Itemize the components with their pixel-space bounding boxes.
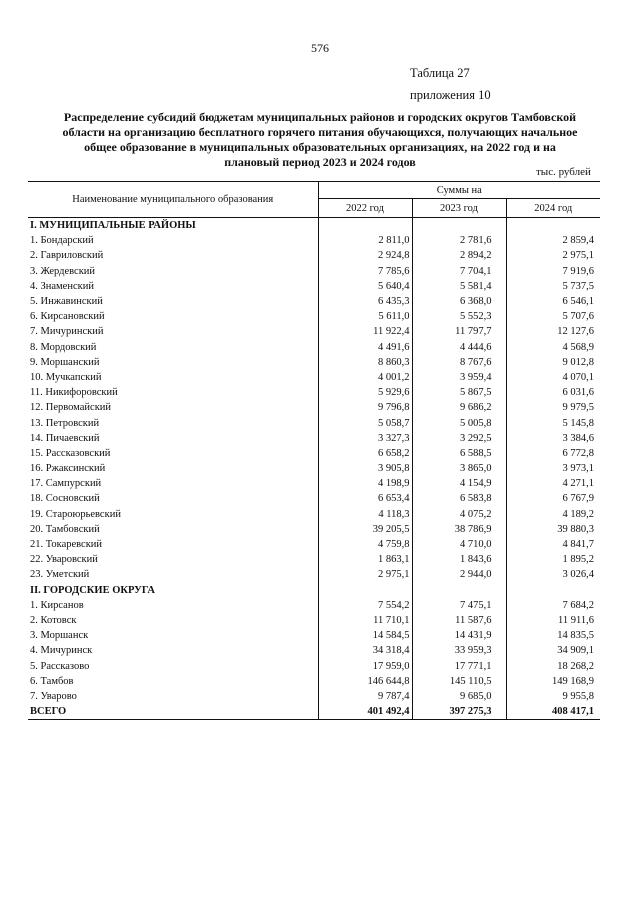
cell-2024: 4 841,7	[562, 539, 595, 551]
cell-2022	[318, 583, 412, 598]
cell-2024: 6 546,1	[562, 296, 595, 308]
row-name: 23. Уметский	[28, 567, 318, 582]
cell-2024: 1 895,2	[562, 554, 595, 566]
cell-2023: 17 771,1	[412, 658, 506, 673]
cell-2022: 14 584,5	[318, 628, 412, 643]
table-row	[28, 537, 600, 552]
cell-2023: 6 588,5	[412, 446, 506, 461]
cell-2024: 408 417,1	[506, 704, 600, 720]
table-row	[28, 385, 600, 400]
row-name: 1. Кирсанов	[28, 598, 318, 613]
row-name: 5. Рассказово	[28, 658, 318, 673]
cell-2024: 2 859,4	[562, 235, 595, 247]
row-name: 12. Первомайский	[28, 400, 318, 415]
table-row	[28, 415, 600, 430]
cell-2022: 5 640,4	[318, 279, 412, 294]
table-row	[28, 522, 600, 537]
cell-2024: 7 919,6	[562, 265, 595, 277]
cell-2023: 6 368,0	[412, 294, 506, 309]
cell-2024: 34 909,1	[557, 645, 595, 657]
cell-2022: 5 929,6	[318, 385, 412, 400]
cell-2024: 3 026,4	[562, 569, 595, 581]
cell-2022: 2 975,1	[318, 567, 412, 582]
cell-2024: 39 880,3	[557, 523, 595, 535]
cell-2023: 9 685,0	[412, 689, 506, 704]
row-name: II. ГОРОДСКИЕ ОКРУГА	[28, 583, 318, 598]
row-name: 11. Никифоровский	[28, 385, 318, 400]
table-row	[28, 355, 600, 370]
column-header-name: Наименование муниципального образования	[28, 182, 318, 218]
table-row	[28, 476, 600, 491]
cell-2022: 4 001,2	[318, 370, 412, 385]
cell-2022: 39 205,5	[318, 522, 412, 537]
cell-2022: 34 318,4	[318, 643, 412, 658]
cell-2023: 5 867,5	[412, 385, 506, 400]
table-row	[28, 264, 600, 279]
row-name: 6. Кирсановский	[28, 309, 318, 324]
column-header-2023: 2023 год	[412, 199, 506, 218]
table-label: Таблица 27	[410, 66, 470, 80]
row-name: 1. Бондарский	[28, 233, 318, 248]
table-row	[28, 507, 600, 522]
cell-2024: 3 973,1	[562, 463, 595, 475]
cell-2023: 9 686,2	[412, 400, 506, 415]
cell-2023: 3 959,4	[412, 370, 506, 385]
row-name: 17. Сампурский	[28, 476, 318, 491]
row-name: 4. Знаменский	[28, 279, 318, 294]
cell-2023: 4 154,9	[412, 476, 506, 491]
cell-2023: 3 865,0	[412, 461, 506, 476]
cell-2022: 5 058,7	[318, 415, 412, 430]
table-row	[28, 689, 600, 704]
column-header-sums: Суммы на	[318, 182, 600, 199]
cell-2022: 6 653,4	[318, 491, 412, 506]
cell-2024	[506, 583, 600, 598]
row-name: 21. Токаревский	[28, 537, 318, 552]
cell-2023: 145 110,5	[412, 674, 506, 689]
page-number: 576	[311, 41, 329, 55]
cell-2024: 6 031,6	[562, 387, 595, 399]
cell-2024: 9 955,8	[562, 690, 595, 702]
cell-2023: 4 710,0	[412, 537, 506, 552]
table-row	[28, 613, 600, 628]
cell-2023: 1 843,6	[412, 552, 506, 567]
cell-2023: 6 583,8	[412, 491, 506, 506]
cell-2024: 18 268,2	[557, 660, 595, 672]
cell-2022	[318, 218, 412, 234]
cell-2022: 4 118,3	[318, 507, 412, 522]
cell-2024: 9 012,8	[562, 356, 595, 368]
row-name: 5. Инжавинский	[28, 294, 318, 309]
cell-2023: 14 431,9	[412, 628, 506, 643]
document-title: Распределение субсидий бюджетам муниципальных районов и городских округов Тамбовской области на организацию бесплатного горячего питания обучающихся, получающих начальное общее образование в муниципальных образовательных организациях, на 2022 год и на плановый период 2023 и 2024 годов	[62, 110, 578, 169]
cell-2022: 11 922,4	[318, 324, 412, 339]
table-row	[28, 233, 600, 248]
cell-2024: 9 979,5	[562, 402, 595, 414]
cell-2023: 397 275,3	[412, 704, 506, 720]
table-row	[28, 294, 600, 309]
cell-2023: 4 444,6	[412, 340, 506, 355]
cell-2022: 17 959,0	[318, 658, 412, 673]
table-row	[28, 674, 600, 689]
row-name: 16. Ржаксинский	[28, 461, 318, 476]
table-row	[28, 309, 600, 324]
table-row	[28, 431, 600, 446]
cell-2024: 6 772,8	[562, 447, 595, 459]
cell-2023: 4 075,2	[412, 507, 506, 522]
cell-2023: 2 944,0	[412, 567, 506, 582]
section-header-row	[28, 583, 600, 598]
cell-2023: 7 475,1	[412, 598, 506, 613]
row-name: 6. Тамбов	[28, 674, 318, 689]
cell-2022: 1 863,1	[318, 552, 412, 567]
table-row	[28, 628, 600, 643]
units-label: тыс. рублей	[536, 166, 591, 178]
cell-2022: 5 611,0	[318, 309, 412, 324]
row-name: 3. Моршанск	[28, 628, 318, 643]
appendix-label: приложения 10	[410, 88, 491, 102]
table-row	[28, 598, 600, 613]
row-name: 13. Петровский	[28, 415, 318, 430]
cell-2023	[412, 218, 506, 234]
cell-2023: 5 005,8	[412, 415, 506, 430]
cell-2022: 8 860,3	[318, 355, 412, 370]
subsidy-table	[28, 181, 600, 720]
cell-2022: 2 924,8	[318, 248, 412, 263]
row-name: 14. Пичаевский	[28, 431, 318, 446]
table-row	[28, 400, 600, 415]
cell-2023: 5 552,3	[412, 309, 506, 324]
cell-2023: 11 797,7	[412, 324, 506, 339]
cell-2023: 8 767,6	[412, 355, 506, 370]
table-row	[28, 643, 600, 658]
cell-2024: 5 737,5	[562, 280, 595, 292]
total-row	[28, 704, 600, 720]
row-name: 2. Котовск	[28, 613, 318, 628]
cell-2024: 2 975,1	[562, 250, 595, 262]
row-name: ВСЕГО	[28, 704, 318, 720]
cell-2024: 4 070,1	[562, 371, 595, 383]
cell-2022: 146 644,8	[318, 674, 412, 689]
cell-2022: 9 796,8	[318, 400, 412, 415]
cell-2023: 2 894,2	[412, 248, 506, 263]
row-name: 20. Тамбовский	[28, 522, 318, 537]
cell-2022: 6 435,3	[318, 294, 412, 309]
cell-2023: 38 786,9	[412, 522, 506, 537]
cell-2024: 149 168,9	[552, 675, 595, 687]
table-row	[28, 446, 600, 461]
cell-2022: 7 785,6	[318, 264, 412, 279]
row-name: 9. Моршанский	[28, 355, 318, 370]
cell-2024: 5 145,8	[562, 417, 595, 429]
section-header-row	[28, 218, 600, 234]
row-name: 2. Гавриловский	[28, 248, 318, 263]
row-name: I. МУНИЦИПАЛЬНЫЕ РАЙОНЫ	[28, 218, 318, 234]
cell-2024: 4 189,2	[562, 508, 595, 520]
row-name: 18. Сосновский	[28, 491, 318, 506]
row-name: 10. Мучкапский	[28, 370, 318, 385]
cell-2024: 11 911,6	[558, 614, 595, 626]
table-row	[28, 324, 600, 339]
row-name: 19. Староюрьевский	[28, 507, 318, 522]
row-name: 8. Мордовский	[28, 340, 318, 355]
row-name: 7. Мичуринский	[28, 324, 318, 339]
cell-2024: 6 767,9	[562, 493, 595, 505]
cell-2022: 6 658,2	[318, 446, 412, 461]
cell-2024: 7 684,2	[562, 599, 595, 611]
cell-2024: 14 835,5	[557, 630, 595, 642]
table-row	[28, 461, 600, 476]
row-name: 22. Уваровский	[28, 552, 318, 567]
cell-2024: 3 384,6	[562, 432, 595, 444]
cell-2022: 401 492,4	[318, 704, 412, 720]
cell-2023: 33 959,3	[412, 643, 506, 658]
cell-2022: 3 327,3	[318, 431, 412, 446]
cell-2023	[412, 583, 506, 598]
cell-2022: 4 491,6	[318, 340, 412, 355]
table-row	[28, 248, 600, 263]
table-row	[28, 491, 600, 506]
row-name: 15. Рассказовский	[28, 446, 318, 461]
cell-2024: 4 568,9	[562, 341, 595, 353]
cell-2022: 2 811,0	[318, 233, 412, 248]
cell-2023: 2 781,6	[412, 233, 506, 248]
cell-2022: 4 759,8	[318, 537, 412, 552]
cell-2024	[506, 218, 600, 234]
row-name: 3. Жердевский	[28, 264, 318, 279]
cell-2023: 7 704,1	[412, 264, 506, 279]
cell-2024: 4 271,1	[562, 478, 595, 490]
table-row	[28, 567, 600, 582]
column-header-2022: 2022 год	[318, 199, 412, 218]
cell-2024: 12 127,6	[557, 326, 595, 338]
row-name: 4. Мичуринск	[28, 643, 318, 658]
cell-2023: 5 581,4	[412, 279, 506, 294]
cell-2022: 4 198,9	[318, 476, 412, 491]
cell-2023: 11 587,6	[412, 613, 506, 628]
cell-2022: 11 710,1	[318, 613, 412, 628]
cell-2022: 9 787,4	[318, 689, 412, 704]
cell-2022: 7 554,2	[318, 598, 412, 613]
table-row	[28, 552, 600, 567]
cell-2022: 3 905,8	[318, 461, 412, 476]
table-row	[28, 340, 600, 355]
table-row	[28, 658, 600, 673]
table-row	[28, 370, 600, 385]
row-name: 7. Уварово	[28, 689, 318, 704]
cell-2023: 3 292,5	[412, 431, 506, 446]
column-header-2024: 2024 год	[506, 199, 600, 218]
table-row	[28, 279, 600, 294]
cell-2024: 5 707,6	[562, 311, 595, 323]
